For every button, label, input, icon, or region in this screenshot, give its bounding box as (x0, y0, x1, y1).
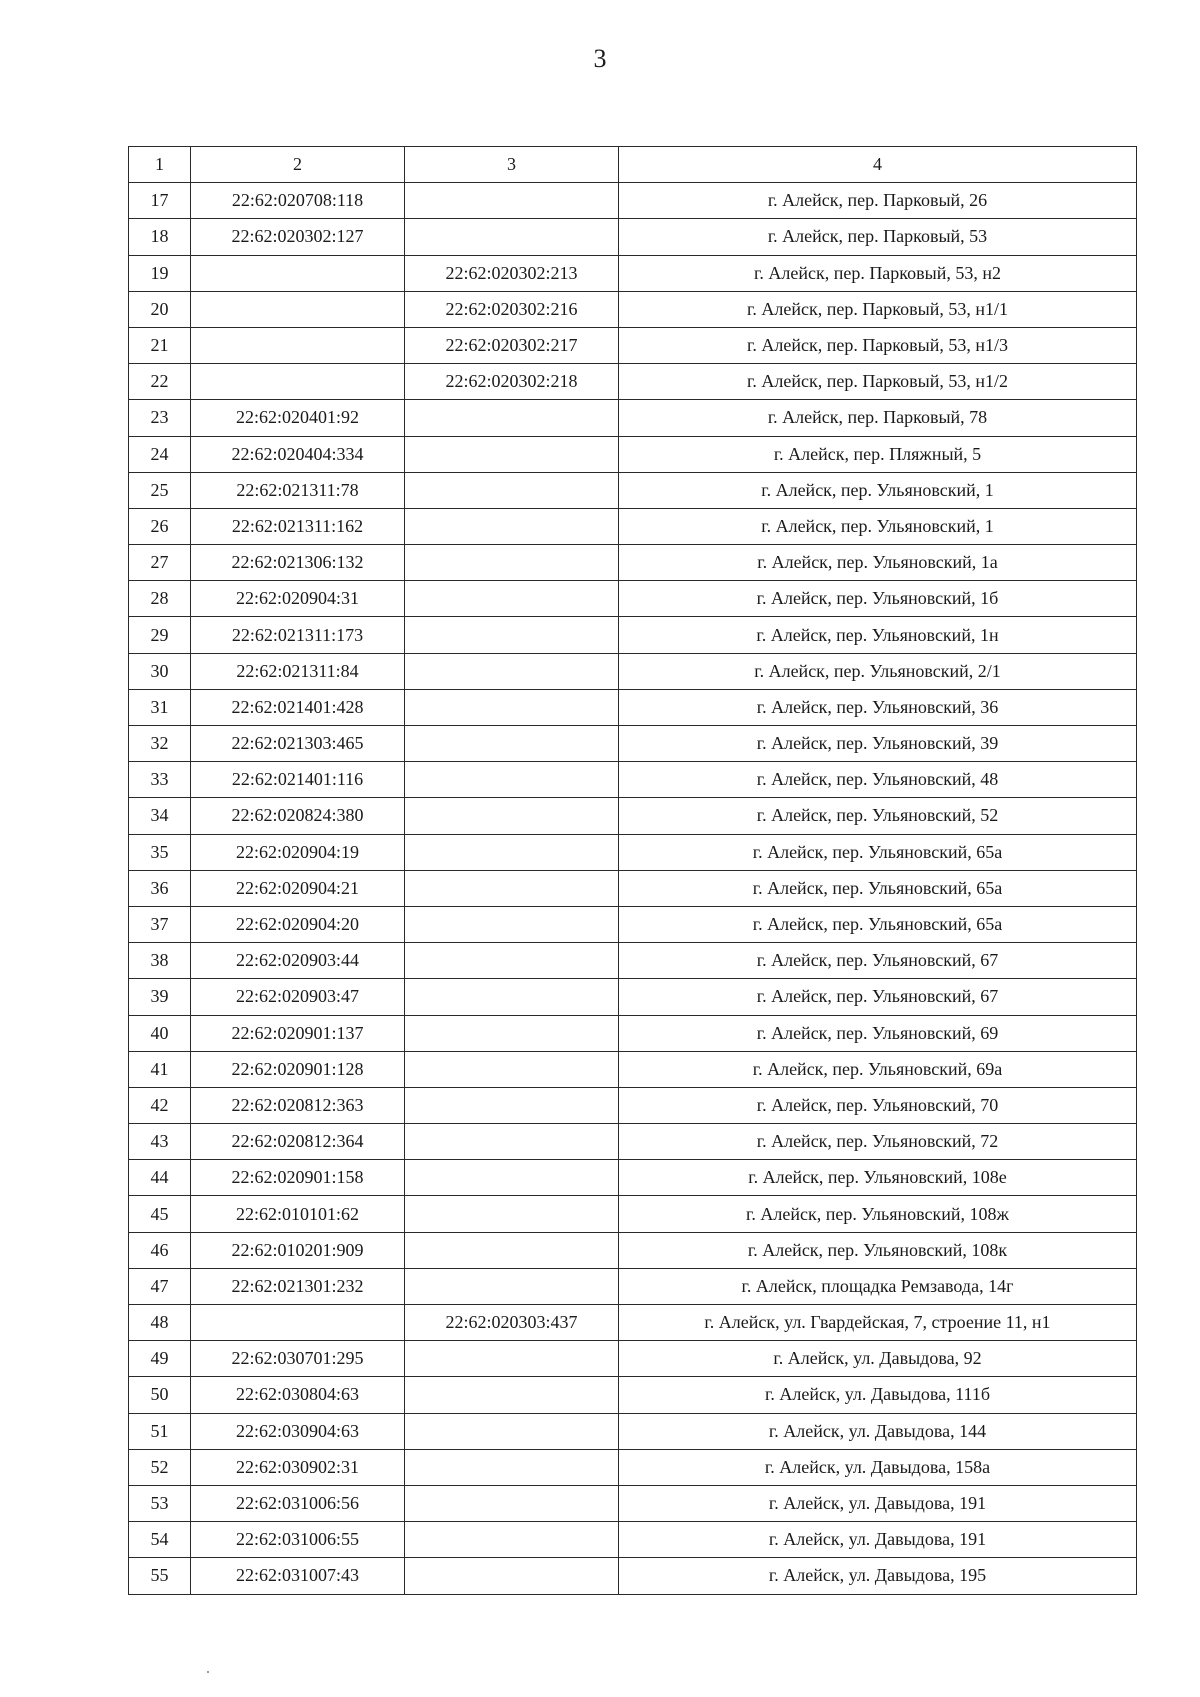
address-cell: г. Алейск, пер. Парковый, 26 (619, 183, 1137, 219)
building-cadastral-number-cell: 22:62:020302:216 (405, 291, 619, 327)
address-cell: г. Алейск, пер. Ульяновский, 70 (619, 1087, 1137, 1123)
table-row (129, 364, 1137, 400)
building-cadastral-number-cell: 22:62:020302:213 (405, 255, 619, 291)
row-number-cell: 37 (129, 906, 191, 942)
table-row (129, 906, 1137, 942)
table-row (129, 1305, 1137, 1341)
land-cadastral-number-cell: 22:62:021303:465 (191, 726, 405, 762)
table-row (129, 1196, 1137, 1232)
building-cadastral-number-cell (405, 762, 619, 798)
land-cadastral-number-cell: 22:62:010101:62 (191, 1196, 405, 1232)
address-cell: г. Алейск, пер. Ульяновский, 1б (619, 581, 1137, 617)
row-number-cell: 47 (129, 1268, 191, 1304)
table-row (129, 689, 1137, 725)
land-cadastral-number-cell (191, 291, 405, 327)
table-row (129, 1160, 1137, 1196)
row-number-cell: 26 (129, 508, 191, 544)
row-number-cell: 36 (129, 870, 191, 906)
land-cadastral-number-cell: 22:62:021306:132 (191, 545, 405, 581)
land-cadastral-number-cell: 22:62:021311:162 (191, 508, 405, 544)
table-row (129, 255, 1137, 291)
table-body (129, 183, 1137, 1594)
cadastral-register-table (128, 146, 1137, 1595)
table-row (129, 291, 1137, 327)
row-number-cell: 49 (129, 1341, 191, 1377)
land-cadastral-number-cell: 22:62:020904:21 (191, 870, 405, 906)
land-cadastral-number-cell: 22:62:021401:428 (191, 689, 405, 725)
building-cadastral-number-cell (405, 1232, 619, 1268)
building-cadastral-number-cell (405, 979, 619, 1015)
address-cell: г. Алейск, пер. Ульяновский, 1 (619, 508, 1137, 544)
land-cadastral-number-cell: 22:62:031007:43 (191, 1558, 405, 1594)
table-row (129, 508, 1137, 544)
row-number-cell: 34 (129, 798, 191, 834)
building-cadastral-number-cell (405, 834, 619, 870)
table-row (129, 870, 1137, 906)
land-cadastral-number-cell (191, 255, 405, 291)
building-cadastral-number-cell (405, 653, 619, 689)
address-cell: г. Алейск, пер. Ульяновский, 108ж (619, 1196, 1137, 1232)
land-cadastral-number-cell: 22:62:020824:380 (191, 798, 405, 834)
address-cell: г. Алейск, пер. Ульяновский, 69 (619, 1015, 1137, 1051)
building-cadastral-number-cell (405, 689, 619, 725)
address-cell: г. Алейск, пер. Парковый, 53, н1/2 (619, 364, 1137, 400)
table-row (129, 1051, 1137, 1087)
row-number-cell: 38 (129, 943, 191, 979)
address-cell: г. Алейск, пер. Ульяновский, 69а (619, 1051, 1137, 1087)
address-cell: г. Алейск, пер. Ульяновский, 52 (619, 798, 1137, 834)
table-row (129, 472, 1137, 508)
table-row (129, 1124, 1137, 1160)
row-number-cell: 20 (129, 291, 191, 327)
row-number-cell: 40 (129, 1015, 191, 1051)
address-cell: г. Алейск, пер. Ульяновский, 36 (619, 689, 1137, 725)
table-row (129, 1449, 1137, 1485)
table-row (129, 436, 1137, 472)
address-cell: г. Алейск, ул. Давыдова, 111б (619, 1377, 1137, 1413)
table-row (129, 943, 1137, 979)
building-cadastral-number-cell (405, 1124, 619, 1160)
building-cadastral-number-cell (405, 436, 619, 472)
row-number-cell: 41 (129, 1051, 191, 1087)
table-row (129, 1522, 1137, 1558)
address-cell: г. Алейск, пер. Ульяновский, 65а (619, 906, 1137, 942)
row-number-cell: 33 (129, 762, 191, 798)
row-number-cell: 31 (129, 689, 191, 725)
row-number-cell: 28 (129, 581, 191, 617)
table-row (129, 653, 1137, 689)
building-cadastral-number-cell (405, 183, 619, 219)
table-row (129, 183, 1137, 219)
table-row (129, 1015, 1137, 1051)
row-number-cell: 45 (129, 1196, 191, 1232)
address-cell: г. Алейск, пер. Парковый, 53, н1/3 (619, 327, 1137, 363)
page-number: 3 (593, 44, 607, 73)
building-cadastral-number-cell (405, 581, 619, 617)
address-cell: г. Алейск, пер. Ульяновский, 48 (619, 762, 1137, 798)
row-number-cell: 25 (129, 472, 191, 508)
table-row (129, 400, 1137, 436)
land-cadastral-number-cell: 22:62:020903:44 (191, 943, 405, 979)
row-number-cell: 54 (129, 1522, 191, 1558)
row-number-cell: 22 (129, 364, 191, 400)
building-cadastral-number-cell: 22:62:020302:218 (405, 364, 619, 400)
column-number-row (129, 147, 1137, 183)
land-cadastral-number-cell: 22:62:031006:55 (191, 1522, 405, 1558)
land-cadastral-number-cell: 22:62:020904:20 (191, 906, 405, 942)
building-cadastral-number-cell (405, 1341, 619, 1377)
row-number-cell: 43 (129, 1124, 191, 1160)
table-row (129, 798, 1137, 834)
land-cadastral-number-cell: 22:62:020401:92 (191, 400, 405, 436)
table-row (129, 979, 1137, 1015)
address-cell: г. Алейск, пер. Ульяновский, 2/1 (619, 653, 1137, 689)
land-cadastral-number-cell: 22:62:020903:47 (191, 979, 405, 1015)
row-number-cell: 39 (129, 979, 191, 1015)
land-cadastral-number-cell: 22:62:020812:363 (191, 1087, 405, 1123)
row-number-cell: 55 (129, 1558, 191, 1594)
row-number-cell: 46 (129, 1232, 191, 1268)
table-row (129, 1377, 1137, 1413)
row-number-cell: 51 (129, 1413, 191, 1449)
table-row (129, 327, 1137, 363)
building-cadastral-number-cell (405, 1377, 619, 1413)
address-cell: г. Алейск, пер. Ульяновский, 65а (619, 834, 1137, 870)
table-row (129, 726, 1137, 762)
table-row (129, 581, 1137, 617)
address-cell: г. Алейск, пер. Ульяновский, 108к (619, 1232, 1137, 1268)
land-cadastral-number-cell: 22:62:020812:364 (191, 1124, 405, 1160)
address-cell: г. Алейск, пер. Ульяновский, 108е (619, 1160, 1137, 1196)
row-number-cell: 52 (129, 1449, 191, 1485)
row-number-cell: 27 (129, 545, 191, 581)
building-cadastral-number-cell (405, 1522, 619, 1558)
row-number-cell: 29 (129, 617, 191, 653)
table-row (129, 219, 1137, 255)
land-cadastral-number-cell: 22:62:020901:137 (191, 1015, 405, 1051)
table-row (129, 1341, 1137, 1377)
table-row (129, 617, 1137, 653)
land-cadastral-number-cell: 22:62:031006:56 (191, 1485, 405, 1521)
land-cadastral-number-cell: 22:62:020901:128 (191, 1051, 405, 1087)
table-row (129, 1232, 1137, 1268)
land-cadastral-number-cell: 22:62:030701:295 (191, 1341, 405, 1377)
table-row (129, 1413, 1137, 1449)
building-cadastral-number-cell (405, 400, 619, 436)
land-cadastral-number-cell: 22:62:030804:63 (191, 1377, 405, 1413)
building-cadastral-number-cell (405, 943, 619, 979)
row-number-cell: 53 (129, 1485, 191, 1521)
land-cadastral-number-cell: 22:62:021311:84 (191, 653, 405, 689)
building-cadastral-number-cell (405, 508, 619, 544)
address-cell: г. Алейск, пер. Парковый, 53, н1/1 (619, 291, 1137, 327)
land-cadastral-number-cell: 22:62:021311:78 (191, 472, 405, 508)
building-cadastral-number-cell (405, 1558, 619, 1594)
row-number-cell: 23 (129, 400, 191, 436)
land-cadastral-number-cell (191, 364, 405, 400)
address-cell: г. Алейск, пер. Ульяновский, 1а (619, 545, 1137, 581)
address-cell: г. Алейск, площадка Ремзавода, 14г (619, 1268, 1137, 1304)
land-cadastral-number-cell: 22:62:020904:19 (191, 834, 405, 870)
table-row (129, 1087, 1137, 1123)
building-cadastral-number-cell (405, 1160, 619, 1196)
address-cell: г. Алейск, пер. Ульяновский, 65а (619, 870, 1137, 906)
building-cadastral-number-cell (405, 1449, 619, 1485)
address-cell: г. Алейск, ул. Гвардейская, 7, строение 11, н1 (619, 1305, 1137, 1341)
building-cadastral-number-cell (405, 1015, 619, 1051)
land-cadastral-number-cell: 22:62:021311:173 (191, 617, 405, 653)
row-number-cell: 44 (129, 1160, 191, 1196)
building-cadastral-number-cell (405, 798, 619, 834)
address-cell: г. Алейск, ул. Давыдова, 144 (619, 1413, 1137, 1449)
scan-speck (207, 1671, 209, 1673)
row-number-cell: 24 (129, 436, 191, 472)
building-cadastral-number-cell (405, 1268, 619, 1304)
building-cadastral-number-cell (405, 1051, 619, 1087)
building-cadastral-number-cell (405, 617, 619, 653)
table-row (129, 834, 1137, 870)
table-row (129, 762, 1137, 798)
land-cadastral-number-cell: 22:62:030902:31 (191, 1449, 405, 1485)
land-cadastral-number-cell: 22:62:020904:31 (191, 581, 405, 617)
address-cell: г. Алейск, пер. Ульяновский, 1 (619, 472, 1137, 508)
row-number-cell: 19 (129, 255, 191, 291)
building-cadastral-number-cell (405, 1087, 619, 1123)
table-row (129, 1268, 1137, 1304)
address-cell: г. Алейск, пер. Ульяновский, 72 (619, 1124, 1137, 1160)
address-cell: г. Алейск, пер. Ульяновский, 67 (619, 979, 1137, 1015)
row-number-cell: 48 (129, 1305, 191, 1341)
column-number-4: 4 (619, 147, 1137, 183)
column-number-3: 3 (405, 147, 619, 183)
building-cadastral-number-cell (405, 1485, 619, 1521)
land-cadastral-number-cell: 22:62:021401:116 (191, 762, 405, 798)
building-cadastral-number-cell (405, 472, 619, 508)
address-cell: г. Алейск, пер. Ульяновский, 1н (619, 617, 1137, 653)
building-cadastral-number-cell: 22:62:020303:437 (405, 1305, 619, 1341)
table-row (129, 1558, 1137, 1594)
row-number-cell: 32 (129, 726, 191, 762)
building-cadastral-number-cell (405, 906, 619, 942)
row-number-cell: 35 (129, 834, 191, 870)
row-number-cell: 42 (129, 1087, 191, 1123)
land-cadastral-number-cell: 22:62:020901:158 (191, 1160, 405, 1196)
land-cadastral-number-cell (191, 1305, 405, 1341)
address-cell: г. Алейск, ул. Давыдова, 191 (619, 1522, 1137, 1558)
building-cadastral-number-cell (405, 545, 619, 581)
land-cadastral-number-cell: 22:62:021301:232 (191, 1268, 405, 1304)
building-cadastral-number-cell (405, 219, 619, 255)
land-cadastral-number-cell: 22:62:010201:909 (191, 1232, 405, 1268)
table-row (129, 545, 1137, 581)
address-cell: г. Алейск, ул. Давыдова, 92 (619, 1341, 1137, 1377)
address-cell: г. Алейск, ул. Давыдова, 191 (619, 1485, 1137, 1521)
row-number-cell: 21 (129, 327, 191, 363)
address-cell: г. Алейск, пер. Ульяновский, 39 (619, 726, 1137, 762)
row-number-cell: 17 (129, 183, 191, 219)
address-cell: г. Алейск, пер. Пляжный, 5 (619, 436, 1137, 472)
address-cell: г. Алейск, пер. Ульяновский, 67 (619, 943, 1137, 979)
land-cadastral-number-cell: 22:62:020708:118 (191, 183, 405, 219)
row-number-cell: 18 (129, 219, 191, 255)
address-cell: г. Алейск, пер. Парковый, 78 (619, 400, 1137, 436)
land-cadastral-number-cell: 22:62:030904:63 (191, 1413, 405, 1449)
building-cadastral-number-cell (405, 1413, 619, 1449)
column-number-2: 2 (191, 147, 405, 183)
land-cadastral-number-cell: 22:62:020404:334 (191, 436, 405, 472)
address-cell: г. Алейск, ул. Давыдова, 158а (619, 1449, 1137, 1485)
column-number-1: 1 (129, 147, 191, 183)
table-row (129, 1485, 1137, 1521)
address-cell: г. Алейск, пер. Парковый, 53 (619, 219, 1137, 255)
building-cadastral-number-cell: 22:62:020302:217 (405, 327, 619, 363)
building-cadastral-number-cell (405, 726, 619, 762)
building-cadastral-number-cell (405, 870, 619, 906)
row-number-cell: 50 (129, 1377, 191, 1413)
row-number-cell: 30 (129, 653, 191, 689)
address-cell: г. Алейск, ул. Давыдова, 195 (619, 1558, 1137, 1594)
land-cadastral-number-cell (191, 327, 405, 363)
land-cadastral-number-cell: 22:62:020302:127 (191, 219, 405, 255)
address-cell: г. Алейск, пер. Парковый, 53, н2 (619, 255, 1137, 291)
building-cadastral-number-cell (405, 1196, 619, 1232)
